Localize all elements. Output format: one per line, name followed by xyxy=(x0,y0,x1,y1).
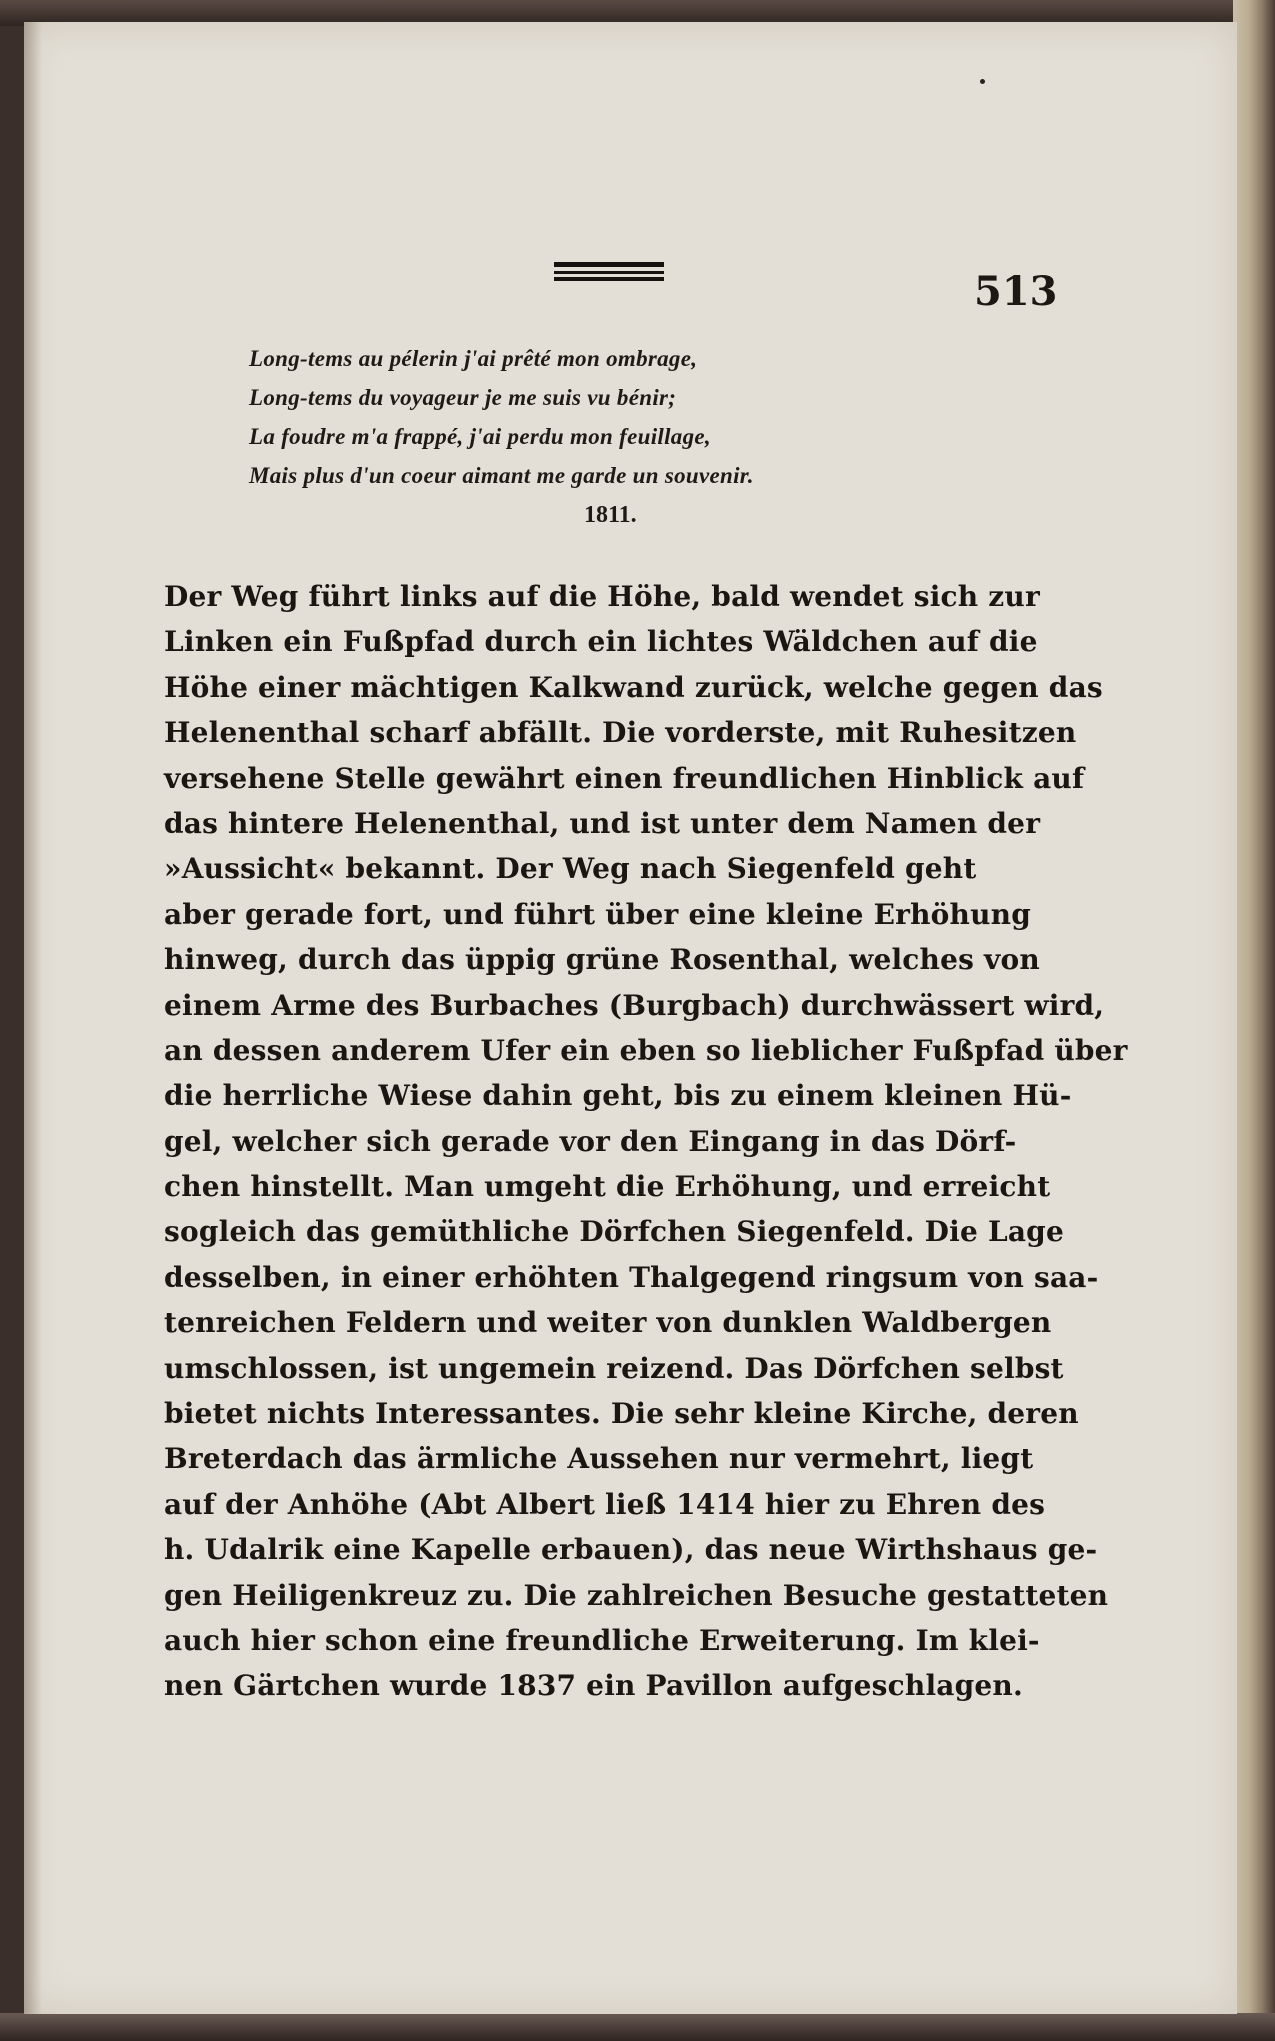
poem-line: Long-tems au pélerin j'ai prêté mon ombrage, xyxy=(249,346,698,371)
text-line: tenreichen Feldern und weiter von dunklen Waldbergen xyxy=(164,1306,1052,1340)
text-line: auf der Anhöhe (Abt Albert ließ 1414 hier zu Ehren des xyxy=(164,1487,1046,1521)
body-paragraph xyxy=(164,574,1128,1709)
text-line: bietet nichts Interessantes. Die sehr kleine Kirche, deren xyxy=(164,1397,1079,1431)
text-line: »Aussicht« bekannt. Der Weg nach Siegenfeld geht xyxy=(164,852,977,886)
book-edge-right xyxy=(1233,0,1275,2041)
header-rule xyxy=(554,258,664,288)
text-line: das hintere Helenenthal, und ist unter dem Namen der xyxy=(164,806,1041,840)
poem-year: 1811. xyxy=(584,502,637,528)
poem-line: Long-tems du voyageur je me suis vu bénir; xyxy=(249,385,677,410)
text-line: nen Gärtchen wurde 1837 ein Pavillon aufgeschlagen. xyxy=(164,1669,1023,1703)
text-line: Der Weg führt links auf die Höhe, bald wendet sich zur xyxy=(164,580,1040,613)
text-line: einem Arme des Burbaches (Burgbach) durchwässert wird, xyxy=(164,988,1105,1022)
page-number: 513 xyxy=(974,268,1058,315)
text-line: aber gerade fort, und führt über eine kleine Erhöhung xyxy=(164,897,1032,931)
text-line: chen hinstellt. Man umgeht die Erhöhung, und erreicht xyxy=(164,1170,1051,1204)
text-line: h. Udalrik eine Kapelle erbauen), das neue Wirthshaus ge- xyxy=(164,1533,1098,1567)
book-edge-bottom xyxy=(0,2013,1275,2041)
poem-line: Mais plus d'un coeur aimant me garde un souvenir. xyxy=(249,463,754,488)
poem-line: La foudre m'a frappé, j'ai perdu mon feuillage, xyxy=(249,424,711,449)
text-line: desselben, in einer erhöhten Thalgegend ringsum von saa- xyxy=(164,1260,1099,1294)
poem-verse xyxy=(249,339,989,495)
page-gutter xyxy=(24,22,42,2014)
text-line: gel, welcher sich gerade vor den Eingang in das Dörf- xyxy=(164,1124,1017,1158)
text-line: Breterdach das ärmliche Aussehen nur vermehrt, liegt xyxy=(164,1442,1034,1476)
text-line: versehene Stelle gewährt einen freundlichen Hinblick auf xyxy=(164,761,1085,795)
text-line: Helenenthal scharf abfällt. Die vorderste, mit Ruhesitzen xyxy=(164,716,1077,750)
text-line: umschlossen, ist ungemein reizend. Das Dörfchen selbst xyxy=(164,1351,1064,1385)
text-line: Höhe einer mächtigen Kalkwand zurück, welche gegen das xyxy=(164,670,1103,704)
book-page xyxy=(24,22,1237,2014)
text-line: Linken ein Fußpfad durch ein lichtes Wäldchen auf die xyxy=(164,625,1038,659)
text-line: die herrliche Wiese dahin geht, bis zu einem kleinen Hü- xyxy=(164,1079,1072,1113)
text-line: sogleich das gemüthliche Dörfchen Siegenfeld. Die Lage xyxy=(164,1215,1064,1249)
text-line: gen Heiligenkreuz zu. Die zahlreichen Besuche gestatteten xyxy=(164,1578,1109,1612)
text-line: an dessen anderem Ufer ein eben so lieblicher Fußpfad über xyxy=(164,1033,1128,1067)
ink-speck xyxy=(980,79,985,84)
text-line: auch hier schon eine freundliche Erweiterung. Im klei- xyxy=(164,1623,1040,1657)
text-line: hinweg, durch das üppig grüne Rosenthal, welches von xyxy=(164,943,1040,977)
